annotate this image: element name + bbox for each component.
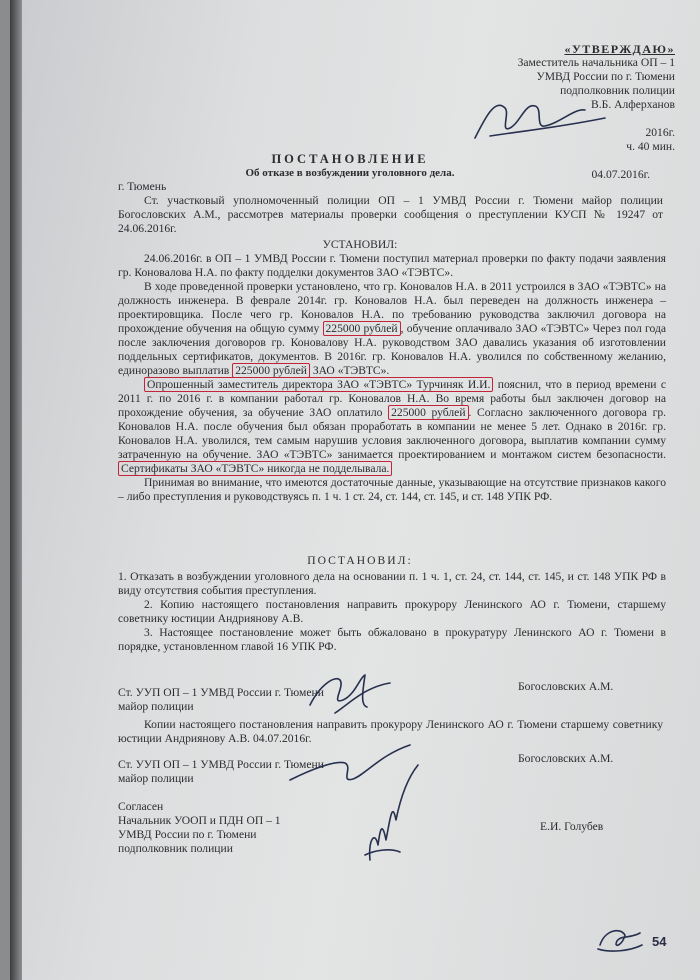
established-p3 bbox=[118, 378, 666, 476]
resolved-item-2: 2. Копию настоящего постановления направить прокурору Ленинского АО г. Тюмени, старшему советнику юстиции Андриянову А.В. bbox=[118, 598, 666, 625]
agreed-role-3: подполковник полиции bbox=[118, 842, 233, 855]
approval-line-1: Заместитель начальника ОП – 1 bbox=[517, 56, 675, 69]
resolved-item-3: 3. Настоящее постановление может быть обжаловано в прокуратуру Ленинского АО г. Тюмени в порядке, установленном главой 16 УПК РФ. bbox=[118, 626, 666, 653]
approval-line-3: подполковник полиции bbox=[560, 84, 675, 97]
established-p2-text-b: , обучение оплачивало ЗАО «ТЭВТС» Через пол года после заключения договоров гр. Коновалову Н.А. руководством ЗАО давались указания об изготовлении поддельных сертификатов, документов. В 2016г. гр. Коновалов Н.А. уволился по собственному желанию, единоразово выплатив bbox=[118, 322, 667, 377]
resolved-body bbox=[118, 570, 666, 654]
intro-paragraph: Ст. участковый уполномоченный полиции ОП – 1 УМВД России г. Тюмени майор полиции Богословских А.М., рассмотрев материалы проверки сообщения о преступлении КУСП № 19247 от 24.06.2016г. bbox=[118, 194, 663, 235]
established-p2 bbox=[118, 280, 666, 378]
agreed-role-1: Начальник УООП и ПДН ОП – 1 bbox=[118, 814, 281, 827]
sign2-role-2: майор полиции bbox=[118, 772, 194, 785]
document-subtitle: Об отказе в возбуждении уголовного дела. bbox=[245, 167, 455, 179]
established-title: УСТАНОВИЛ: bbox=[322, 238, 398, 251]
sign1-role-2: майор полиции bbox=[118, 700, 194, 713]
sign1-role-1: Ст. УУП ОП – 1 УМВД России г. Тюмени bbox=[118, 686, 324, 699]
established-body bbox=[118, 252, 666, 504]
highlighted-amount-1: 225000 рублей bbox=[323, 321, 401, 336]
approval-line-4: В.Б. Алферханов bbox=[591, 98, 675, 111]
place: г. Тюмень bbox=[118, 180, 167, 193]
highlighted-amount-2: 225000 рублей bbox=[232, 363, 310, 378]
copies-paragraph: Копии настоящего постановления направить прокурору Ленинского АО г. Тюмени старшему советнику юстиции Андриянову А.В. 04.07.2016г. bbox=[118, 718, 663, 745]
approval-year: 2016г. bbox=[645, 126, 675, 139]
established-p1: 24.06.2016г. в ОП – 1 УМВД России г. Тюмени поступил материал проверки по факту подачи заявления гр. Коновалова Н.А. по факту подделки документов ЗАО «ТЭВТС». bbox=[118, 252, 666, 279]
approval-line-2: УМВД России по г. Тюмени bbox=[536, 70, 675, 83]
approval-signature bbox=[465, 88, 615, 148]
approval-time: ч. 40 мин. bbox=[626, 140, 675, 153]
highlighted-amount-3: 225000 рублей bbox=[388, 405, 468, 420]
approval-title: «УТВЕРЖДАЮ» bbox=[564, 42, 675, 56]
established-p3-text-b: . Согласно заключенного договора гр. Коновалов Н.А. после обучения был обязан проработать в компании не менее 5 лет. Однако в 2016г. гр. Коновалов Н.А. уволился, тем самым нарушив условия заключенного договора, выплатив компании сумму затраченную на обучение. ЗАО «ТЭВТС» занимается проектированием и монтажом систем безопасности. bbox=[118, 406, 667, 461]
agreed-signature bbox=[340, 760, 430, 870]
date: 04.07.2016г. bbox=[591, 168, 650, 181]
highlighted-witness: Опрошенный заместитель директора ЗАО «ТЭВТС» Турчиняк И.И. bbox=[144, 377, 493, 392]
agreed-role-2: УМВД России по г. Тюмени bbox=[118, 828, 257, 841]
established-p2-text-c: ЗАО «ТЭВТС». bbox=[312, 364, 390, 377]
page-number: 54 bbox=[652, 934, 667, 949]
agreed-name: Е.И. Голубев bbox=[540, 820, 604, 833]
sign2-name: Богословских А.М. bbox=[518, 752, 614, 765]
highlighted-certificates: Сертификаты ЗАО «ТЭВТС» никогда не подделывала. bbox=[118, 461, 392, 476]
established-p2-text-a: В ходе проведенной проверки установлено, что гр. Коновалов Н.А. в 2011 устроился в ЗАО «ТЭВТС» на должность инженера. В феврале 2014г. гр. Коновалов Н.А. был переведен на должность инженера – проектировщика. После чего гр. Коновалов Н.А. по требованию руководства заключил договора на прохождение обучения на общую сумму bbox=[118, 280, 666, 335]
document-sheet bbox=[10, 0, 700, 980]
sign1-name: Богословских А.М. bbox=[518, 680, 614, 693]
footer-initials bbox=[595, 925, 645, 955]
established-p3-text-a: пояснил, что в период времени с 2011 г. по 2016 г. в компании работал гр. Коновалов Н.А. Во время работы был заключен договор на прохождение обучения, за обучение ЗАО оплатило bbox=[118, 378, 667, 419]
established-p4: Принимая во внимание, что имеются достаточные данные, указывающие на отсутствие признаков какого – либо преступления и руководствуясь п. 1 ч. 1 ст. 24, ст. 144, ст. 145, и ст. 148 УПК РФ. bbox=[118, 476, 666, 503]
resolved-item-1: 1. Отказать в возбуждении уголовного дела на основании п. 1 ч. 1, ст. 24, ст. 144, ст. 145, и ст. 148 УПК РФ в виду отсутствия события преступления. bbox=[118, 570, 666, 597]
sign1-signature bbox=[305, 665, 395, 720]
resolved-title: ПОСТАНОВИЛ: bbox=[307, 554, 413, 567]
agreed-label: Согласен bbox=[118, 800, 164, 813]
document-title: ПОСТАНОВЛЕНИЕ bbox=[271, 152, 429, 166]
page-edge-shadow bbox=[10, 0, 22, 980]
sign2-role-1: Ст. УУП ОП – 1 УМВД России г. Тюмени bbox=[118, 758, 324, 771]
